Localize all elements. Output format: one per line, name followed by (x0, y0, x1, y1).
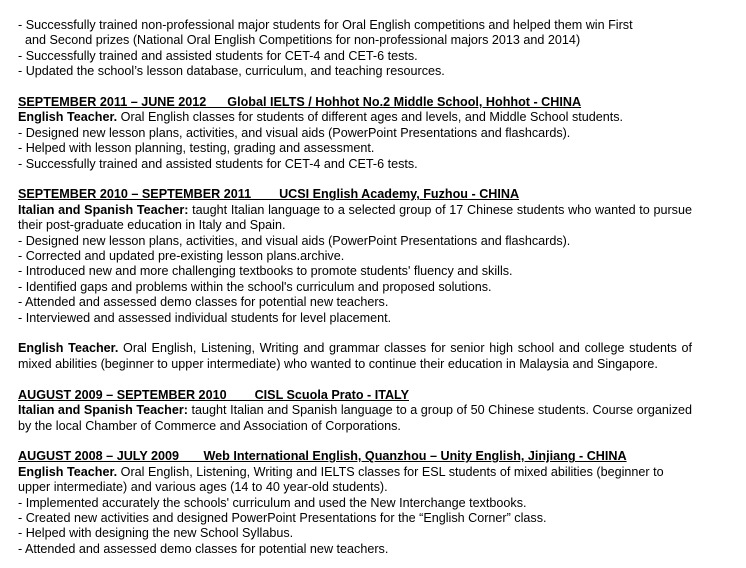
bullet-item: - Identified gaps and problems within the school's curriculum and proposed solutions. (18, 279, 492, 294)
bullet-item: - Successfully trained non-professional major students for Oral English competitions and helped them win First (18, 18, 633, 32)
job-description: Oral English classes for students of different ages and levels, and Middle School students. (117, 110, 624, 125)
job-role: Italian and Spanish Teacher: (18, 403, 188, 418)
job-role-paragraph (18, 203, 692, 234)
spacer (18, 80, 692, 95)
job-heading: SEPTEMBER 2011 – JUNE 2012 Global IELTS / Hohhot No.2 Middle School, Hohhot - CHINA (18, 95, 582, 110)
job-heading: AUGUST 2009 – SEPTEMBER 2010 CISL Scuola Prato - ITALY (18, 387, 409, 402)
job-web-international (18, 449, 692, 557)
job-cisl (18, 388, 692, 434)
job-description: Oral English, Listening, Writing and IELTS classes for ESL students of mixed abilities (beginner to upper intermediate) and various ages (14 to 40 year-old students). (18, 464, 664, 495)
job-role-line (18, 110, 692, 125)
job-role-paragraph (18, 465, 692, 496)
resume-page (18, 18, 692, 557)
job-role: English Teacher. (18, 110, 118, 125)
spacer (18, 172, 692, 187)
bullet-item: - Introduced new and more challenging textbooks to promote students' fluency and skills. (18, 264, 513, 279)
bullet-item: - Helped with lesson planning, testing, grading and assessment. (18, 141, 375, 156)
job-heading: SEPTEMBER 2010 – SEPTEMBER 2011 UCSI English Academy, Fuzhou - CHINA (18, 187, 520, 202)
job-heading: AUGUST 2008 – JULY 2009 Web International English, Quanzhou – Unity English, Jinjiang - CHINA (18, 449, 627, 464)
spacer (18, 434, 692, 449)
spacer (18, 326, 692, 341)
bullet-item: - Designed new lesson plans, activities, and visual aids (PowerPoint Presentations and flashcards). (18, 233, 571, 248)
job-description: taught Italian language to a selected group of 17 Chinese students who wanted to pursue their post-graduate education in Italy and Spain. (18, 202, 692, 233)
job-role-paragraph (18, 341, 692, 372)
bullet-item: - Successfully trained and assisted students for CET-4 and CET-6 tests. (18, 156, 418, 171)
bullet-item: - Corrected and updated pre-existing lesson plans.archive. (18, 249, 345, 264)
job-role: English Teacher. (18, 341, 119, 356)
bullet-item-continuation: and Second prizes (National Oral English Competitions for non-professional majors 2013 and 2014) (25, 33, 581, 48)
job-ucsi (18, 187, 692, 372)
bullet-item: - Attended and assessed demo classes for potential new teachers. (18, 295, 389, 310)
job-global-ielts (18, 95, 692, 172)
bullet-item: - Interviewed and assessed individual students for level placement. (18, 310, 392, 325)
spacer (18, 372, 692, 387)
job-role-paragraph (18, 403, 692, 434)
bullet-item: - Successfully trained and assisted students for CET-4 and CET-6 tests. (18, 48, 418, 63)
job-description: taught Italian and Spanish language to a group of 50 Chinese students. Course organized by the local Chamber of Commerce and Association of Corporations. (18, 403, 693, 433)
bullet-item: - Implemented accurately the schools' curriculum and used the New Interchange textbooks. (18, 495, 527, 510)
job-role: English Teacher. (18, 464, 118, 479)
bullet-item: - Created new activities and designed PowerPoint Presentations for the “English Corner” class. (18, 510, 547, 525)
bullet-item: - Helped with designing the new School Syllabus. (18, 526, 294, 541)
bullet-item: - Updated the school’s lesson database, curriculum, and teaching resources. (18, 64, 445, 79)
intro-section (18, 18, 692, 80)
bullet-item: - Attended and assessed demo classes for potential new teachers. (18, 541, 389, 556)
bullet-item: - Designed new lesson plans, activities, and visual aids (PowerPoint Presentations and flashcards). (18, 125, 571, 140)
job-role: Italian and Spanish Teacher: (18, 202, 189, 217)
job-description: Oral English, Listening, Writing and grammar classes for senior high school and college students of mixed abilities (beginner to upper intermediate) who wanted to continue their education in Malaysia and Singapore. (18, 341, 692, 371)
